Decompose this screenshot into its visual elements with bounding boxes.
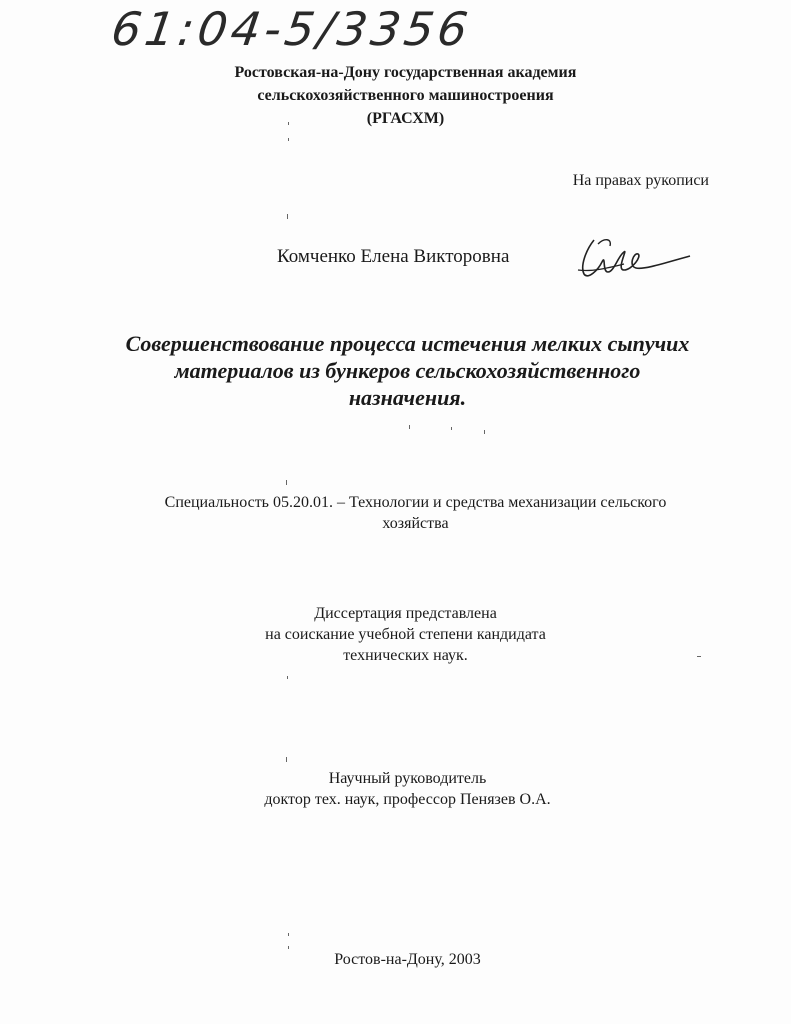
author-name: Комченко Елена Викторовна	[277, 246, 510, 267]
dissertation-line-3: технических наук.	[343, 647, 468, 664]
institution-line-1: Ростовская-на-Дону государственная академия	[234, 64, 577, 81]
institution-abbreviation: (РГАСХМ)	[366, 110, 445, 127]
scan-speck	[451, 427, 452, 430]
scan-speck	[288, 122, 289, 125]
institution-header	[10, 61, 791, 130]
supervisor-name: доктор тех. наук, профессор Пенязев О.А.	[264, 791, 551, 808]
specialty-line-2: хозяйства	[382, 515, 449, 532]
city-year: Ростов-на-Дону, 2003	[334, 951, 481, 968]
supervisor-block	[12, 768, 791, 810]
dissertation-line-1: Диссертация представлена	[314, 605, 497, 622]
dissertation-title	[12, 330, 791, 411]
scan-speck	[286, 757, 287, 762]
scan-speck	[287, 214, 288, 219]
scan-speck	[287, 676, 288, 679]
scan-speck	[288, 933, 289, 936]
institution-line-2: сельскохозяйственного машиностроения	[257, 87, 554, 104]
supervisor-label: Научный руководитель	[328, 770, 487, 787]
dissertation-statement	[10, 603, 791, 666]
scan-speck	[286, 480, 287, 485]
specialty-block	[20, 492, 791, 534]
scan-speck	[409, 425, 410, 429]
title-line-1: Совершенствование процесса истечения мелких сыпучих	[125, 331, 690, 356]
scan-speck	[288, 138, 289, 141]
scan-speck	[484, 430, 485, 434]
specialty-line-1: Специальность 05.20.01. – Технологии и средства механизации сельского	[164, 494, 667, 511]
scan-speck	[288, 946, 289, 949]
author-signature	[572, 226, 692, 288]
title-line-3: назначения.	[348, 385, 467, 410]
archive-stamp-code: 61:04-5/3356	[108, 2, 475, 56]
dissertation-line-2: на соискание учебной степени кандидата	[265, 626, 546, 643]
title-line-2: материалов из бункеров сельскохозяйственного	[174, 358, 641, 383]
scan-speck	[697, 656, 701, 657]
manuscript-rights-note: На правах рукописи	[572, 172, 709, 189]
